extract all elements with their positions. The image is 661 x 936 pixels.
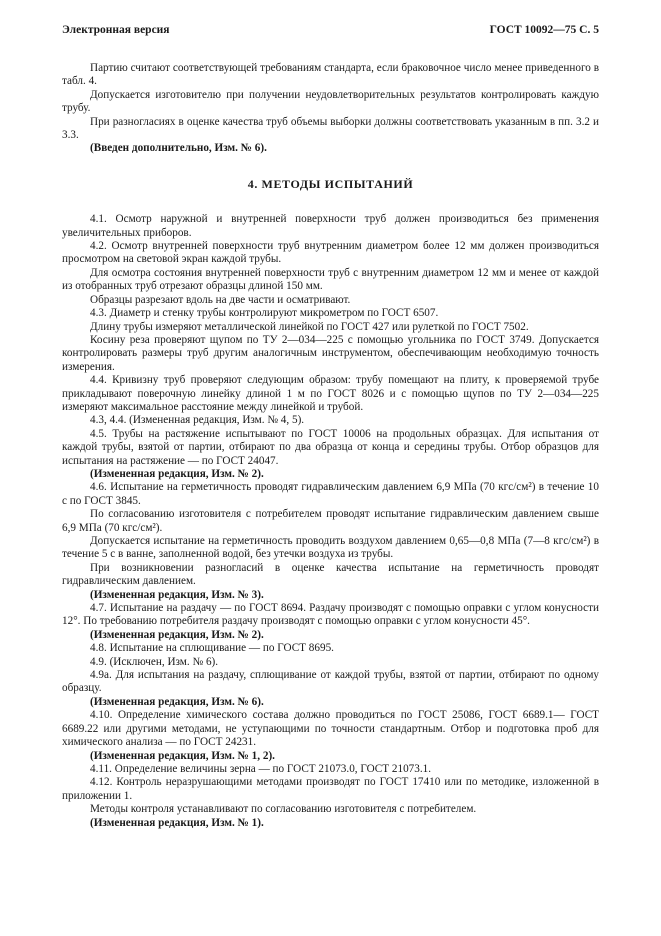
paragraph: По согласованию изготовителя с потребителем проводят испытание гидравлическим давлением свыше 6,9 МПа (70 кгс/см²). bbox=[62, 508, 599, 534]
paragraph: 4.9а. Для испытания на раздачу, сплющивание от каждой трубы, взятой от партии, отбирают по одному образцу. bbox=[62, 669, 599, 695]
paragraph: 4.5. Трубы на растяжение испытывают по ГОСТ 10006 на продольных образцах. Для испытания от каждой трубы, взятой от партии, отбирают по два образца от конца и середины трубы. Отбор образцов для испытания на растяжение — по ГОСТ 24047. bbox=[62, 427, 599, 467]
amendment-note: (Измененная редакция, Изм. № 1). bbox=[90, 816, 264, 829]
header-standard-page: ГОСТ 10092—75 С. 5 bbox=[489, 24, 599, 36]
amendment-note: (Измененная редакция, Изм. № 2). bbox=[90, 467, 264, 480]
paragraph: При возникновении разногласий в оценке качества испытание на герметичность проводят гидравлическим давлением. bbox=[62, 561, 599, 588]
paragraph: Допускается испытание на герметичность проводить воздухом давлением 0,65—0,8 МПа (7—8 кгс/см²) в течение 5 с в ванне, заполненной водой, без утечки воздуха из трубы. bbox=[62, 535, 599, 561]
paragraph: Допускается изготовителю при получении неудовлетворительных результатов контролировать каждую трубу. bbox=[62, 88, 599, 115]
paragraph: 4.4. Кривизну труб проверяют следующим образом: трубу помещают на плиту, к проверяемой трубе прикладывают поверочную линейку длиной 1 м по ГОСТ 8026 и с помощью щупов по ТУ 2—034—225 измеряют максимальное расстояние между линейкой и трубой. bbox=[62, 374, 599, 413]
paragraph: 4.8. Испытание на сплющивание — по ГОСТ 8695. bbox=[90, 642, 334, 655]
paragraph: 4.3. Диаметр и стенку трубы контролируют микрометром по ГОСТ 6507. bbox=[90, 307, 439, 320]
paragraph: Образцы разрезают вдоль на две части и осматривают. bbox=[90, 293, 351, 306]
amendment-note bbox=[62, 414, 599, 427]
paragraph: 4.11. Определение величины зерна — по ГОСТ 21073.0, ГОСТ 21073.1. bbox=[90, 762, 432, 775]
paragraph: Длину трубы измеряют металлической линейкой по ГОСТ 427 или рулеткой по ГОСТ 7502. bbox=[90, 320, 529, 333]
amendment-note: (Измененная редакция, Изм. № 3). bbox=[90, 588, 264, 601]
paragraph: Косину реза проверяют щупом по ТУ 2—034—225 с помощью угольника по ГОСТ 3749. Допускается контролировать размеры труб другим аналогичным инструментом, обеспечивающим необходимую точность измерения. bbox=[62, 333, 599, 373]
paragraph: Методы контроля устанавливают по согласованию изготовителя с потребителем. bbox=[90, 803, 477, 816]
amendment-note: (Измененная редакция, Изм. № 6). bbox=[90, 695, 264, 708]
amendment-note: (Введен дополнительно, Изм. № 6). bbox=[90, 142, 267, 155]
paragraph: Для осмотра состояния внутренней поверхности труб с внутренним диаметром 12 мм и менее от каждой из отобранных труб отрезают образцы длиной 150 мм. bbox=[62, 266, 599, 293]
section-title: 4. МЕТОДЫ ИСПЫТАНИЙ bbox=[247, 176, 414, 191]
paragraph: 4.12. Контроль неразрушающими методами производят по ГОСТ 17410 или по методике, изложенной в приложении 1. bbox=[62, 776, 599, 802]
paragraph: 4.1. Осмотр наружной и внутренней поверхности труб должен производиться без применения увеличительных приборов. bbox=[62, 213, 599, 239]
paragraph: При разногласиях в оценке качества труб объемы выборки должны соответствовать указанным в пп. 3.2 и 3.3. bbox=[62, 115, 599, 142]
paragraph: 4.2. Осмотр внутренней поверхности труб внутренним диаметром более 12 мм должен производиться просмотром на световой экран каждой трубы. bbox=[62, 240, 599, 266]
page-body bbox=[62, 62, 599, 830]
amendment-note: (Измененная редакция, Изм. № 2). bbox=[90, 628, 264, 641]
paragraph: 4.10. Определение химического состава должно проводиться по ГОСТ 25086, ГОСТ 6689.1— ГОСТ 6689.22 или другими методами, не уступающими по точности стандартным. Отбор и подготовка проб для химического анализа — по ГОСТ 24231. bbox=[62, 709, 599, 749]
page-header bbox=[62, 24, 599, 40]
paragraph: 4.6. Испытание на герметичность проводят гидравлическим давлением 6,9 МПа (70 кгс/см²) в течение 10 с по ГОСТ 3845. bbox=[62, 481, 599, 507]
paragraph: Партию считают соответствующей требованиям стандарта, если браковочное число менее приведенного в табл. 4. bbox=[62, 62, 599, 88]
paragraph: 4.9. (Исключен, Изм. № 6). bbox=[90, 655, 219, 668]
amendment-note: (Измененная редакция, Изм. № 1, 2). bbox=[90, 749, 275, 762]
clause-numbers: 4.3, 4.4. (Измененная редакция, Изм. № 4, 5). bbox=[90, 414, 305, 427]
header-edition-label: Электронная версия bbox=[62, 24, 170, 36]
paragraph: 4.7. Испытание на раздачу — по ГОСТ 8694. Раздачу производят с помощью оправки с углом конусности 12°. По требованию потребителя раздачу производят с помощью оправки с углом конусности 45°. bbox=[62, 602, 599, 628]
